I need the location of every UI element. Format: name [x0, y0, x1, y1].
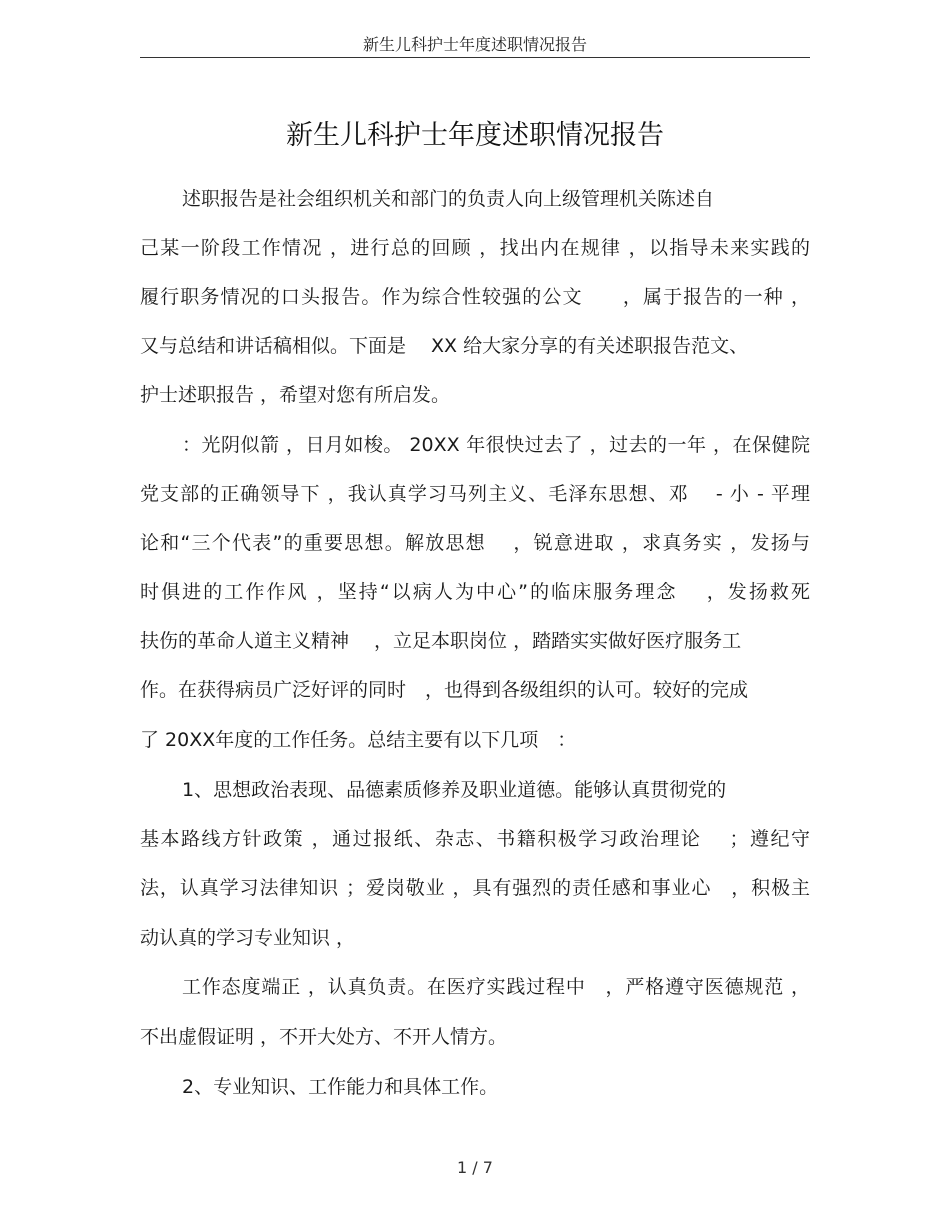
body-line: 扶伤的革命人道主义精神 ，立足本职岗位 ，踏踏实实做好医疗服务工	[140, 630, 742, 652]
body-line: 又与总结和讲话稿相似。下面是 XX 给大家分享的有关述职报告范文、	[140, 335, 749, 357]
body-line: 论和“三个代表”的重要思想。解放思想 ，锐意进取 ，求真务实 ，发扬与	[140, 532, 810, 554]
header-rule	[140, 57, 810, 58]
body-line: 时俱进的工作作风 ，坚持“以病人为中心”的临床服务理念 ，发扬救死	[140, 581, 810, 603]
body-line: 动认真的学习专业知识 ，	[140, 927, 356, 949]
body-line: 1、思想政治表现、品德素质修养及职业道德。能够认真贯彻党的	[182, 779, 727, 801]
body-line: 作。在获得病员广泛好评的同时 ，也得到各级组织的认可。较好的完成	[140, 679, 749, 701]
body-line: 基本路线方针政策 ，通过报纸、杂志、书籍积极学习政治理论 ；遵纪守	[140, 828, 810, 850]
document-title: 新生儿科护士年度述职情况报告	[286, 120, 664, 151]
body-line: 护士述职报告 ，希望对您有所启发。	[140, 384, 451, 406]
body-line: 了 20XX年度的工作任务。总结主要有以下几项 ：	[140, 729, 577, 751]
body-line: 2、专业知识、工作能力和具体工作。	[182, 1076, 499, 1098]
page-number: 1 / 7	[457, 1158, 493, 1177]
body-line: 党支部的正确领导下 ，我认真学习马列主义、毛泽东思想、邓 - 小 - 平理	[140, 483, 810, 505]
body-line: 工作态度端正 ，认真负责。在医疗实践过程中 ，严格遵守医德规范 ，	[182, 976, 810, 998]
body-line: 述职报告是社会组织机关和部门的负责人向上级管理机关陈述自	[182, 188, 715, 210]
body-line: 履行职务情况的口头报告。作为综合性较强的公文 ，属于报告的一种 ，	[140, 286, 810, 308]
body-line: 己某一阶段工作情况 ，进行总的回顾 ，找出内在规律 ，以指导未来实践的	[140, 237, 810, 259]
body-line: ：光阴似箭 ，日月如梭。 20XX 年很快过去了 ，过去的一年 ，在保健院	[182, 434, 810, 456]
running-header: 新生儿科护士年度述职情况报告	[362, 35, 587, 54]
body-line: 法，认真学习法律知识 ；爱岗敬业 ，具有强烈的责任感和事业心 ，积极主	[140, 877, 810, 899]
body-line: 不出虚假证明 ，不开大处方、不开人情方。	[140, 1026, 508, 1048]
